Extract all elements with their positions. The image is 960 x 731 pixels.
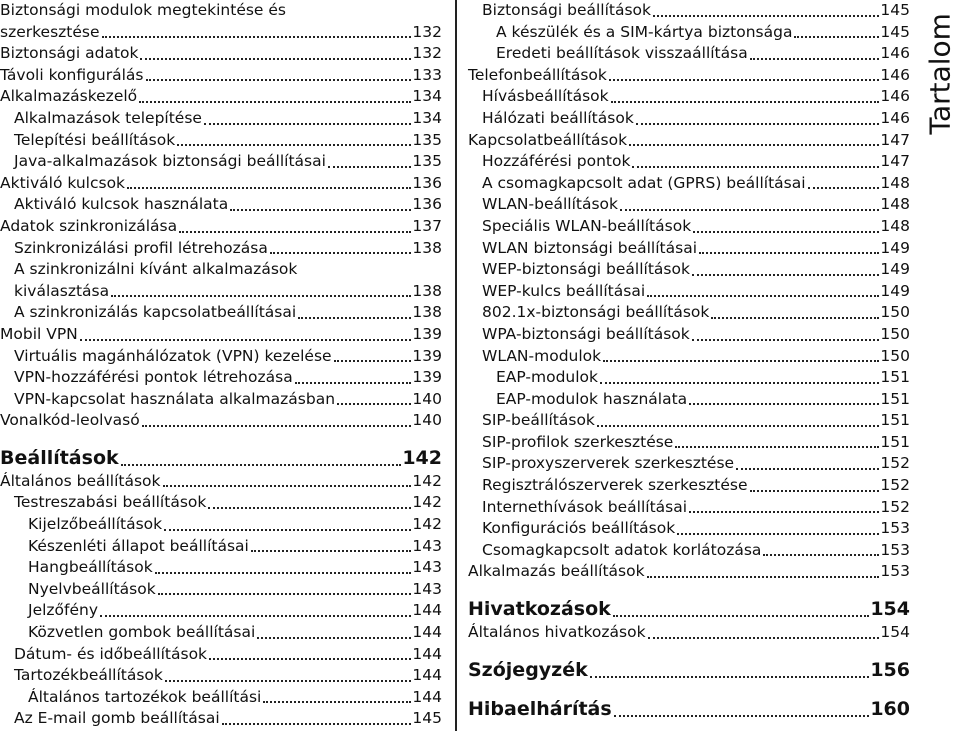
toc-entry-title: Aktiváló kulcsok <box>0 173 126 195</box>
toc-page-number: 148 <box>880 194 910 216</box>
toc-entry-title: Java-alkalmazások biztonsági beállításai <box>14 151 327 173</box>
toc-entry[interactable] <box>468 302 910 324</box>
toc-entry-title: Virtuális magánhálózatok (VPN) kezelése <box>14 346 333 368</box>
toc-page-number: 151 <box>880 367 910 389</box>
toc-entry-title: Tartozékbeállítások <box>14 665 164 687</box>
toc-entry[interactable] <box>468 86 910 108</box>
toc-entry[interactable] <box>0 302 442 324</box>
toc-entry-title: kiválasztása <box>14 281 110 303</box>
toc-entry-title: Hangbeállítások <box>28 557 154 579</box>
toc-entry-title: SIP-proxyszerverek szerkesztése <box>482 453 735 475</box>
toc-entry-title: Hivatkozások <box>468 598 611 621</box>
toc-entry-line[interactable] <box>0 0 442 22</box>
toc-entry[interactable] <box>468 453 910 475</box>
toc-page-number: 142 <box>402 446 442 469</box>
toc-leader-dots <box>629 144 879 146</box>
section-gap <box>0 432 442 445</box>
toc-entry-title: Távoli konfigurálás <box>0 65 145 87</box>
toc-leader-dots <box>127 187 411 189</box>
toc-entry-title: szerkesztése <box>0 22 101 44</box>
toc-leader-dots <box>636 123 880 125</box>
toc-leader-dots <box>711 317 879 319</box>
toc-leader-dots <box>208 507 411 509</box>
toc-leader-dots <box>164 529 411 531</box>
toc-leader-dots <box>597 425 879 427</box>
toc-page-number: 152 <box>880 497 910 519</box>
toc-page-number: 133 <box>412 65 442 87</box>
toc-entry[interactable] <box>0 410 442 432</box>
toc-section-heading[interactable] <box>468 657 910 683</box>
toc-page-number: 149 <box>880 238 910 260</box>
toc-entry[interactable] <box>468 65 910 87</box>
toc-entry-title: Szójegyzék <box>468 658 588 681</box>
section-gap <box>468 644 910 657</box>
toc-leader-dots <box>155 572 412 574</box>
toc-page-number: 146 <box>880 43 910 65</box>
toc-entry[interactable] <box>468 518 910 540</box>
toc-page-number: 147 <box>880 151 910 173</box>
toc-leader-dots <box>609 79 880 81</box>
toc-leader-dots <box>139 101 411 103</box>
toc-page-number: 137 <box>412 216 442 238</box>
toc-entry-title: Biztonsági beállítások <box>482 0 652 22</box>
toc-leader-dots <box>251 550 412 552</box>
toc-leader-dots <box>230 209 411 211</box>
toc-leader-dots <box>163 485 412 487</box>
toc-page-number: 144 <box>412 687 442 709</box>
toc-page-number: 150 <box>880 302 910 324</box>
toc-entry[interactable] <box>0 238 442 260</box>
toc-entry-title: Alkalmazáskezelő <box>0 86 138 108</box>
toc-leader-dots <box>295 382 412 384</box>
toc-leader-dots <box>80 339 412 341</box>
toc-entry-title: A szinkronizálni kívánt alkalmazások <box>14 259 298 281</box>
toc-entry[interactable] <box>468 173 910 195</box>
toc-leader-dots <box>334 360 412 362</box>
toc-leader-dots <box>689 511 879 513</box>
toc-entry-title: Hibaelhárítás <box>468 697 612 720</box>
toc-page-number: 142 <box>412 492 442 514</box>
toc-leader-dots <box>653 15 879 17</box>
toc-page-number: 148 <box>880 216 910 238</box>
toc-page-number: 148 <box>880 173 910 195</box>
toc-leader-dots <box>328 166 412 168</box>
toc-entry-title: Készenléti állapot beállításai <box>28 536 250 558</box>
toc-page-number: 154 <box>870 598 910 621</box>
toc-entry[interactable] <box>0 492 442 514</box>
toc-entry-title: Általános tartozékok beállítási <box>28 687 262 709</box>
toc-section-heading[interactable] <box>468 696 910 722</box>
toc-page-number: 144 <box>412 665 442 687</box>
toc-section-heading[interactable] <box>468 596 910 622</box>
toc-entry[interactable] <box>0 216 442 238</box>
toc-entry[interactable] <box>0 557 442 579</box>
toc-leader-dots <box>620 209 879 211</box>
toc-leader-dots <box>209 658 411 660</box>
toc-page-number: 152 <box>880 475 910 497</box>
toc-entry-title: A szinkronizálás kapcsolatbeállításai <box>14 302 297 324</box>
toc-page-number: 150 <box>880 324 910 346</box>
toc-entry-title: Dátum- és időbeállítások <box>14 644 208 666</box>
toc-entry[interactable] <box>0 687 442 709</box>
toc-leader-dots <box>699 252 879 254</box>
toc-leader-dots <box>647 295 879 297</box>
toc-page-number: 151 <box>880 432 910 454</box>
toc-entry-title: Általános hivatkozások <box>468 622 647 644</box>
toc-entry[interactable] <box>468 281 910 303</box>
toc-entry-title: Adatok szinkronizálása <box>0 216 178 238</box>
toc-leader-dots <box>693 231 879 233</box>
toc-page-number: 144 <box>412 622 442 644</box>
toc-entry-title: WEP-kulcs beállításai <box>482 281 646 303</box>
section-gap <box>468 583 910 596</box>
toc-entry[interactable] <box>468 540 910 562</box>
toc-leader-dots <box>648 637 880 639</box>
toc-leader-dots <box>763 554 879 556</box>
toc-leader-dots <box>677 533 879 535</box>
toc-page-number: 132 <box>412 43 442 65</box>
toc-entry-title: Csomagkapcsolt adatok korlátozása <box>482 540 762 562</box>
toc-entry[interactable] <box>468 43 910 65</box>
toc-leader-dots <box>179 231 411 233</box>
toc-leader-dots <box>603 360 879 362</box>
toc-entry[interactable] <box>468 194 910 216</box>
toc-entry-title: EAP-modulok használata <box>496 389 688 411</box>
toc-page-number: 134 <box>412 86 442 108</box>
toc-entry[interactable] <box>0 324 442 346</box>
toc-leader-dots <box>263 701 411 703</box>
toc-entry[interactable] <box>468 238 910 260</box>
toc-page-number: 138 <box>412 302 442 324</box>
toc-leader-dots <box>298 317 411 319</box>
toc-entry[interactable] <box>0 514 442 536</box>
toc-leader-dots <box>270 252 412 254</box>
toc-page-number: 145 <box>880 22 910 44</box>
toc-entry[interactable] <box>0 194 442 216</box>
toc-entry-title: VPN-kapcsolat használata alkalmazásban <box>14 389 336 411</box>
toc-page-number: 149 <box>880 281 910 303</box>
toc-leader-dots <box>177 144 411 146</box>
toc-leader-dots <box>632 166 879 168</box>
toc-entry-title: Hálózati beállítások <box>482 108 635 130</box>
toc-page-number: 138 <box>412 238 442 260</box>
toc-entry[interactable] <box>0 471 442 493</box>
toc-page-number: 151 <box>880 410 910 432</box>
toc-page-number: 146 <box>880 65 910 87</box>
toc-leader-dots <box>165 680 412 682</box>
toc-entry[interactable] <box>0 281 442 303</box>
toc-page-number: 146 <box>880 86 910 108</box>
toc-entry-title: Kijelzőbeállítások <box>28 514 163 536</box>
toc-leader-dots <box>337 403 411 405</box>
toc-leader-dots <box>111 295 411 297</box>
toc-page-number: 154 <box>880 622 910 644</box>
toc-page-number: 135 <box>412 130 442 152</box>
toc-page-number: 153 <box>880 561 910 583</box>
toc-entry-title: Biztonsági adatok <box>0 43 139 65</box>
toc-entry-title: Telepítési beállítások <box>14 130 176 152</box>
toc-entry-title: Általános beállítások <box>0 471 162 493</box>
toc-page-number: 151 <box>880 389 910 411</box>
toc-entry-title: A csomagkapcsolt adat (GPRS) beállításai <box>482 173 807 195</box>
toc-leader-dots <box>257 637 411 639</box>
toc-entry-title: SIP-profilok szerkesztése <box>482 432 674 454</box>
toc-entry[interactable] <box>468 410 910 432</box>
toc-entry-title: Biztonsági modulok megtekintése és <box>0 0 287 22</box>
toc-entry[interactable] <box>468 216 910 238</box>
toc-page-number: 144 <box>412 600 442 622</box>
toc-entry-title: Eredeti beállítások visszaállítása <box>496 43 749 65</box>
toc-leader-dots <box>102 36 412 38</box>
toc-entry-title: Kapcsolatbeállítások <box>468 130 628 152</box>
toc-entry-title: EAP-modulok <box>496 367 599 389</box>
toc-entry[interactable] <box>468 346 910 368</box>
toc-leader-dots <box>689 403 879 405</box>
toc-page-number: 139 <box>412 346 442 368</box>
toc-section-heading[interactable] <box>0 445 442 471</box>
toc-entry[interactable] <box>0 108 442 130</box>
toc-entry-title: Testreszabási beállítások <box>14 492 207 514</box>
toc-entry-title: WLAN biztonsági beállításai <box>482 238 698 260</box>
toc-leader-dots <box>614 715 870 717</box>
toc-entry[interactable] <box>0 173 442 195</box>
toc-leader-dots <box>675 446 879 448</box>
toc-page-number: 143 <box>412 557 442 579</box>
toc-entry-title: WEP-biztonsági beállítások <box>482 259 691 281</box>
toc-entry[interactable] <box>0 622 442 644</box>
toc-entry[interactable] <box>0 86 442 108</box>
toc-page-number: 143 <box>412 536 442 558</box>
section-gap <box>468 683 910 696</box>
toc-entry[interactable] <box>468 0 910 22</box>
toc-leader-dots <box>146 79 412 81</box>
toc-entry-title: Speciális WLAN-beállítások <box>482 216 692 238</box>
toc-entry-title: Vonalkód-leolvasó <box>0 410 141 432</box>
side-title <box>918 0 960 731</box>
toc-leader-dots <box>121 464 402 466</box>
toc-entry[interactable] <box>468 259 910 281</box>
toc-page-number: 140 <box>412 389 442 411</box>
toc-page-number: 149 <box>880 259 910 281</box>
toc-entry[interactable] <box>0 644 442 666</box>
toc-entry-title: Jelzőfény <box>28 600 99 622</box>
toc-entry[interactable] <box>0 43 442 65</box>
toc-entry[interactable] <box>468 22 910 44</box>
toc-page-number: 152 <box>880 453 910 475</box>
toc-leader-dots <box>647 576 880 578</box>
toc-entry[interactable] <box>0 389 442 411</box>
toc-entry[interactable] <box>468 497 910 519</box>
toc-entry-title: Alkalmazások telepítése <box>14 108 203 130</box>
toc-entry-title: Konfigurációs beállítások <box>482 518 676 540</box>
toc-entry[interactable] <box>468 324 910 346</box>
toc-entry-title: 802.1x-biztonsági beállítások <box>482 302 710 324</box>
toc-leader-dots <box>611 101 880 103</box>
toc-page-number: 153 <box>880 518 910 540</box>
toc-entry-title: Mobil VPN <box>0 324 79 346</box>
side-title-text: Tartalom <box>923 13 957 135</box>
toc-entry[interactable] <box>0 708 442 730</box>
toc-entry[interactable] <box>0 600 442 622</box>
toc-entry[interactable] <box>0 536 442 558</box>
toc-page-number: 142 <box>412 514 442 536</box>
toc-entry-title: Alkalmazás beállítások <box>468 561 646 583</box>
toc-entry[interactable] <box>0 367 442 389</box>
toc-page-number: 142 <box>412 471 442 493</box>
toc-entry[interactable] <box>0 22 442 44</box>
toc-entry[interactable] <box>468 108 910 130</box>
toc-page-number: 160 <box>870 697 910 720</box>
toc-entry-title: Internethívások beállításai <box>482 497 688 519</box>
toc-page-number: 134 <box>412 108 442 130</box>
toc-entry-title: Telefonbeállítások <box>468 65 608 87</box>
toc-leader-dots <box>140 58 411 60</box>
toc-entry-title: Közvetlen gombok beállításai <box>28 622 256 644</box>
toc-leader-dots <box>158 593 412 595</box>
toc-leader-dots <box>736 468 879 470</box>
toc-entry[interactable] <box>0 346 442 368</box>
toc-entry-title: Beállítások <box>0 446 119 469</box>
toc-entry-title: Szinkronizálási profil létrehozása <box>14 238 269 260</box>
toc-entry[interactable] <box>0 151 442 173</box>
toc-leader-dots <box>613 615 870 617</box>
column-divider <box>455 0 457 731</box>
toc-leader-dots <box>750 490 880 492</box>
toc-entry[interactable] <box>468 389 910 411</box>
toc-page-number: 132 <box>412 22 442 44</box>
toc-entry-title: Hívásbeállítások <box>482 86 610 108</box>
toc-entry-title: WLAN-beállítások <box>482 194 619 216</box>
toc-entry-line[interactable] <box>0 259 442 281</box>
toc-entry[interactable] <box>0 130 442 152</box>
toc-page-number: 156 <box>870 658 910 681</box>
toc-leader-dots <box>204 123 411 125</box>
toc-entry[interactable] <box>468 475 910 497</box>
toc-leader-dots <box>222 723 412 725</box>
toc-entry[interactable] <box>468 151 910 173</box>
toc-leader-dots <box>142 425 412 427</box>
toc-page-number: 145 <box>880 0 910 22</box>
toc-page-number: 153 <box>880 540 910 562</box>
toc-leader-dots <box>808 187 880 189</box>
toc-leader-dots <box>100 615 411 617</box>
toc-entry[interactable] <box>468 130 910 152</box>
toc-entry-title: Az E-mail gomb beállításai <box>14 708 221 730</box>
toc-page-number: 145 <box>412 708 442 730</box>
toc-entry-title: Hozzáférési pontok <box>482 151 631 173</box>
toc-page-number: 139 <box>412 324 442 346</box>
toc-entry[interactable] <box>468 432 910 454</box>
toc-page-number: 147 <box>880 130 910 152</box>
toc-page-number: 150 <box>880 346 910 368</box>
toc-entry-title: A készülék és a SIM-kártya biztonsága <box>496 22 793 44</box>
toc-entry-title: Aktiváló kulcsok használata <box>14 194 229 216</box>
toc-page-number: 139 <box>412 367 442 389</box>
toc-entry-title: Regisztrálószerverek szerkesztése <box>482 475 749 497</box>
toc-page-number: 135 <box>412 151 442 173</box>
toc-page-number: 143 <box>412 579 442 601</box>
toc-leader-dots <box>600 382 879 384</box>
toc-leader-dots <box>692 339 880 341</box>
toc-leader-dots <box>794 36 879 38</box>
toc-page-number: 140 <box>412 410 442 432</box>
toc-leader-dots <box>750 58 880 60</box>
toc-leader-dots <box>692 274 879 276</box>
toc-right-column <box>468 0 910 722</box>
toc-entry-title: WPA-biztonsági beállítások <box>482 324 691 346</box>
toc-entry[interactable] <box>0 579 442 601</box>
toc-entry-title: WLAN-modulok <box>482 346 602 368</box>
toc-entry-title: Nyelvbeállítások <box>28 579 157 601</box>
toc-page-number: 144 <box>412 644 442 666</box>
toc-left-column <box>0 0 442 730</box>
toc-entry-title: SIP-beállítások <box>482 410 596 432</box>
toc-entry[interactable] <box>468 561 910 583</box>
toc-entry[interactable] <box>0 665 442 687</box>
toc-leader-dots <box>590 676 870 678</box>
toc-page-number: 146 <box>880 108 910 130</box>
toc-entry[interactable] <box>468 622 910 644</box>
toc-page-number: 136 <box>412 173 442 195</box>
toc-entry-title: VPN-hozzáférési pontok létrehozása <box>14 367 294 389</box>
toc-page-number: 138 <box>412 281 442 303</box>
toc-entry[interactable] <box>0 65 442 87</box>
toc-page-number: 136 <box>412 194 442 216</box>
toc-entry[interactable] <box>468 367 910 389</box>
